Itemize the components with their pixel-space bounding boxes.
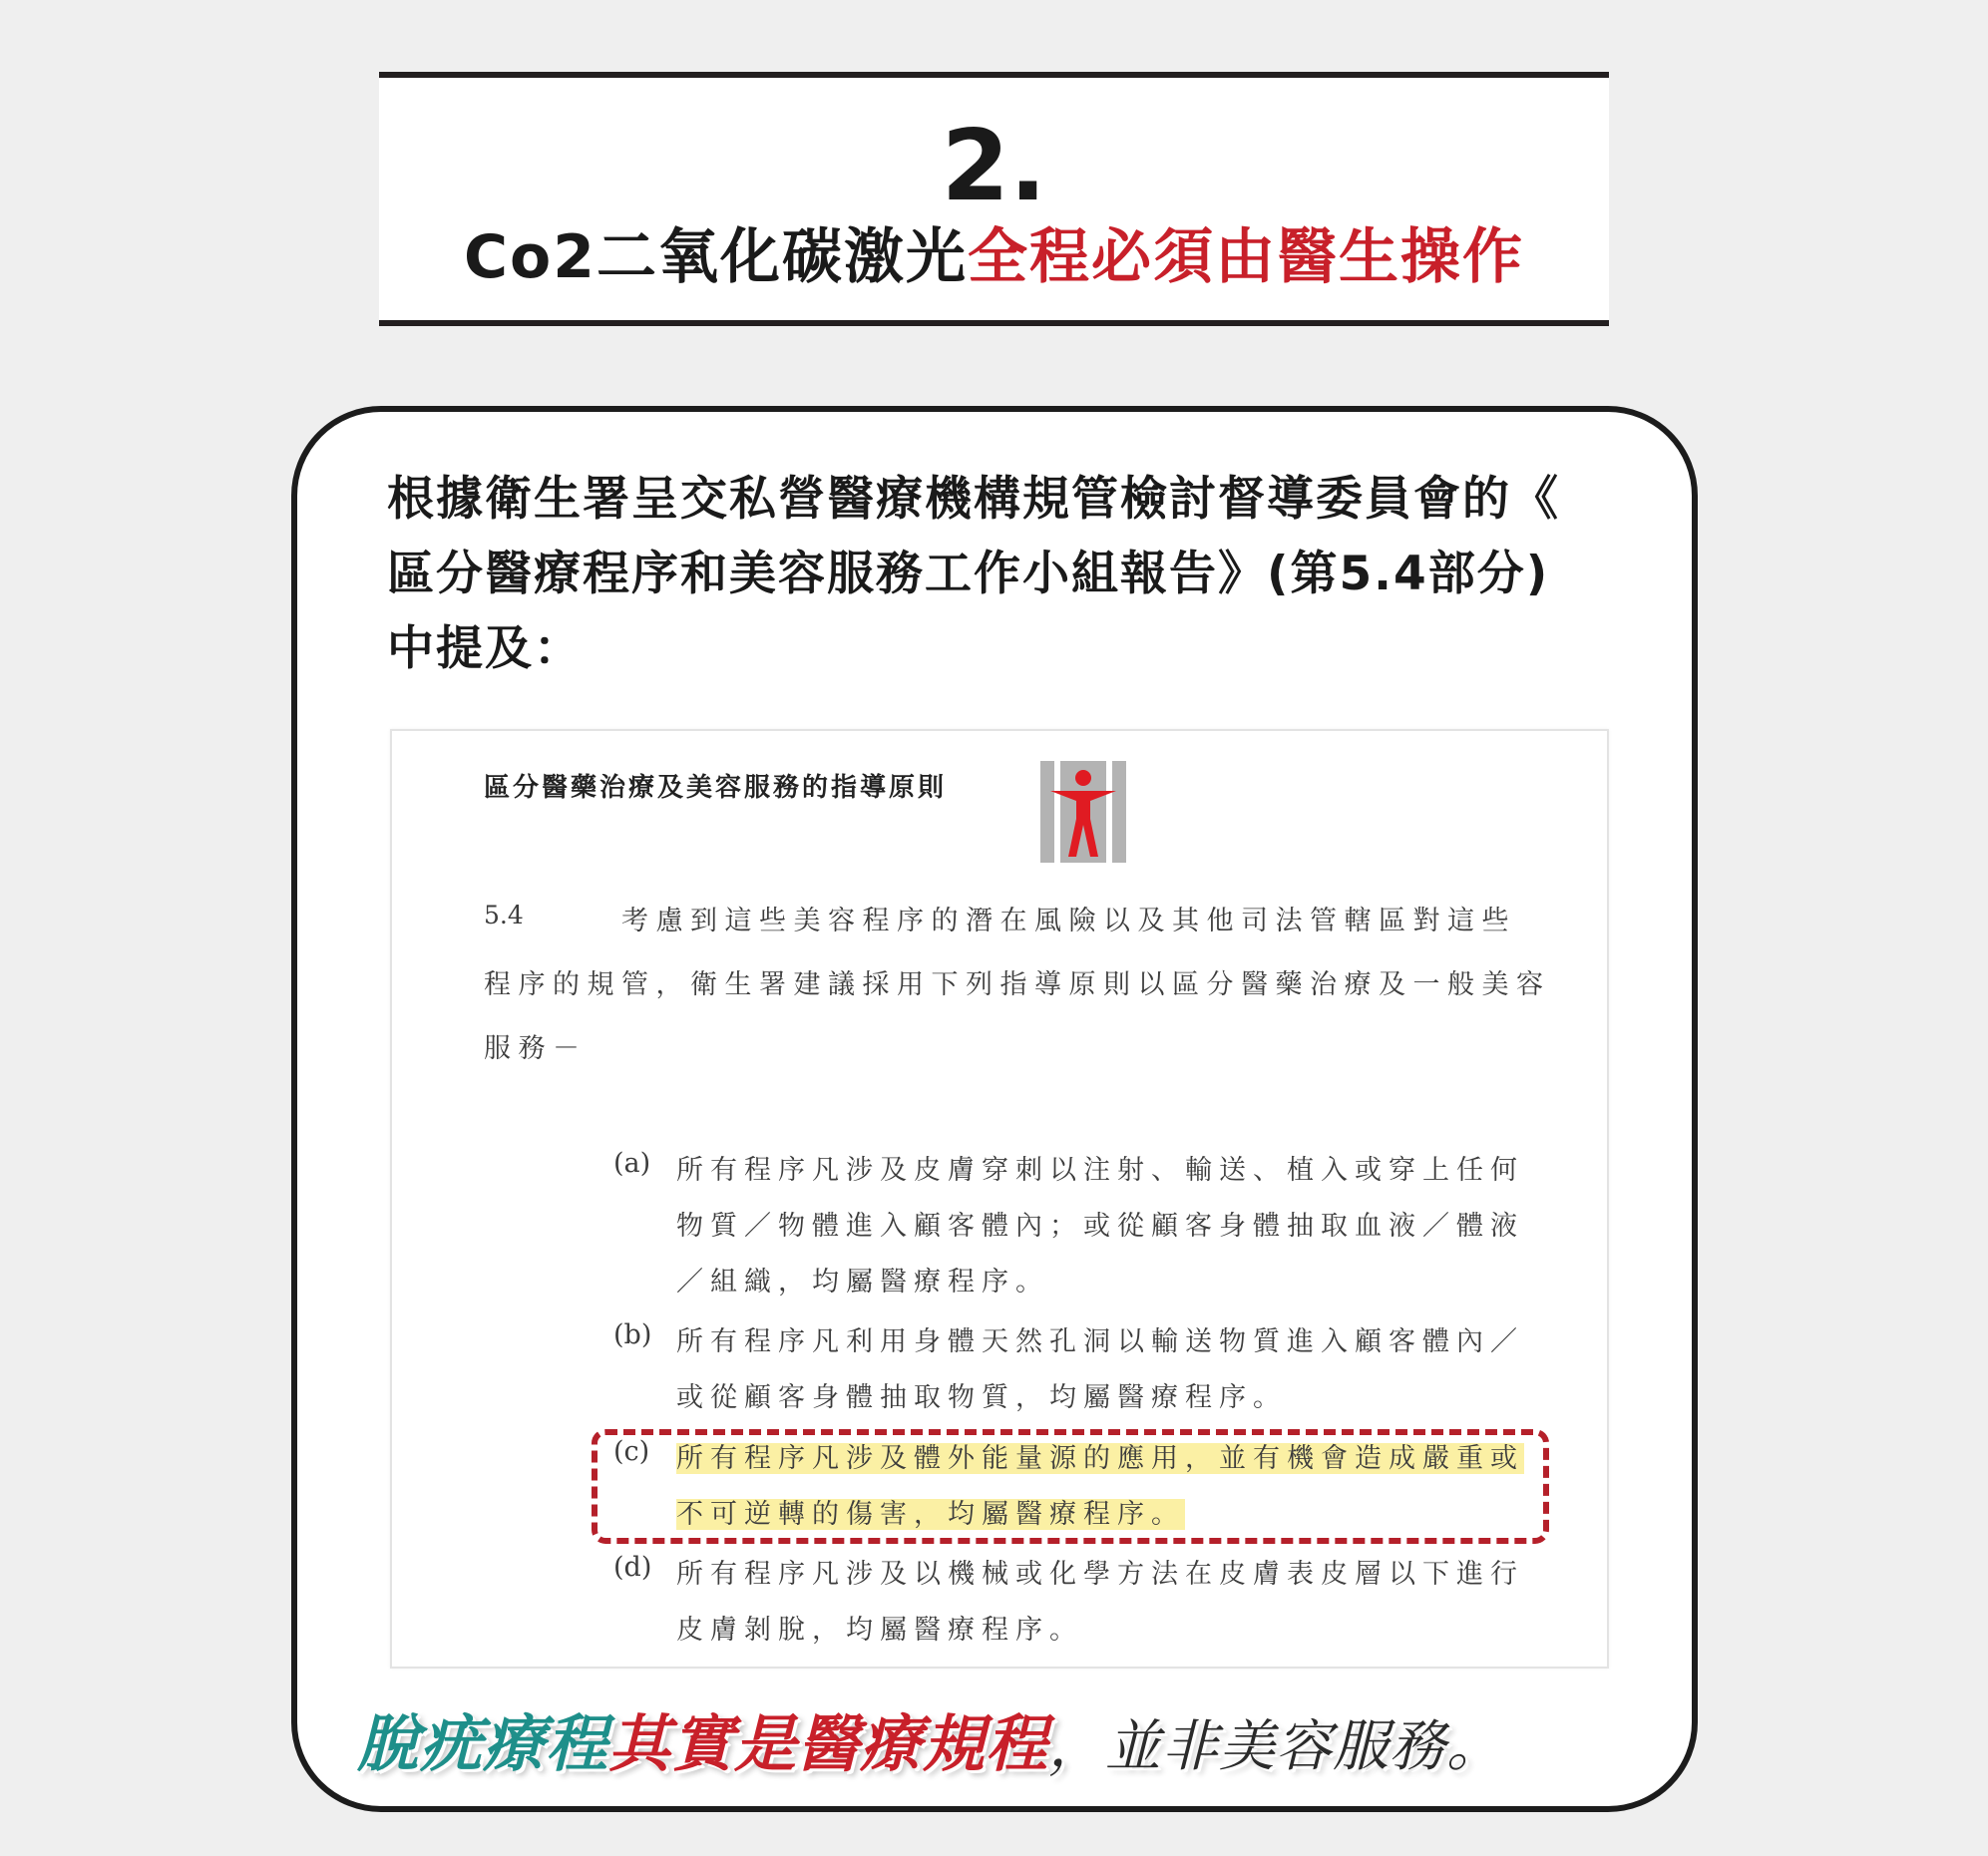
conclusion-text xyxy=(357,1707,1654,1780)
item-line: 所有程序凡利用身體天然孔洞以輸送物質進入顧客體內／ xyxy=(676,1326,1524,1357)
conclusion-dark: ，並非美容服務。 xyxy=(1048,1714,1504,1779)
paragraph-line: 服務－ xyxy=(484,1033,588,1064)
document-excerpt xyxy=(390,729,1609,1669)
item-label-d: (d) xyxy=(613,1552,652,1583)
document-title: 區分醫藥治療及美容服務的指導原則 xyxy=(484,773,948,803)
item-line: 所有程序凡涉及以機械或化學方法在皮膚表皮層以下進行 xyxy=(676,1559,1524,1590)
intro-line: 區分醫療程序和美容服務工作小組報告》(第5.4部分) xyxy=(387,547,1550,601)
conclusion-red: 其實是醫療規程 xyxy=(608,1707,1049,1780)
paragraph-line: 程序的規管，衛生署建議採用下列指導原則以區分醫藥治療及一般美容 xyxy=(484,969,1551,1000)
item-label-c: (c) xyxy=(613,1436,650,1467)
item-line: 所有程序凡涉及皮膚穿刺以注射、輸送、植入或穿上任何 xyxy=(676,1155,1524,1186)
item-line: 或從顧客身體抽取物質，均屬醫療程序。 xyxy=(676,1382,1287,1413)
item-line: 物質／物體進入顧客體內；或從顧客身體抽取血液／體液 xyxy=(676,1211,1524,1242)
item-label-a: (a) xyxy=(613,1148,651,1179)
header-title xyxy=(379,222,1609,292)
header-box xyxy=(379,72,1609,326)
intro-text xyxy=(387,462,1624,686)
highlighted-item-line: 所有程序凡涉及體外能量源的應用，並有機會造成嚴重或 xyxy=(676,1443,1524,1474)
header-number: 2. xyxy=(941,110,1047,223)
intro-line: 中提及： xyxy=(387,621,583,676)
intro-line: 根據衛生署呈交私營醫療機構規管檢討督導委員會的《 xyxy=(387,472,1560,527)
content-card xyxy=(291,406,1698,1812)
header-title-black: Co2二氧化碳激光 xyxy=(463,222,968,292)
paragraph-line: 考慮到這些美容程序的潛在風險以及其他司法管轄區對這些 xyxy=(621,906,1516,936)
header-title-red: 全程必須由醫生操作 xyxy=(968,222,1524,292)
item-label-b: (b) xyxy=(613,1319,652,1350)
department-of-health-logo-icon xyxy=(1040,761,1126,863)
section-number: 5.4 xyxy=(484,901,524,929)
item-line: ／組織，均屬醫療程序。 xyxy=(676,1267,1049,1298)
conclusion-teal: 脫疣療程 xyxy=(357,1707,609,1780)
item-line: 皮膚剝脫，均屬醫療程序。 xyxy=(676,1615,1083,1646)
highlighted-item-line: 不可逆轉的傷害，均屬醫療程序。 xyxy=(676,1499,1185,1530)
